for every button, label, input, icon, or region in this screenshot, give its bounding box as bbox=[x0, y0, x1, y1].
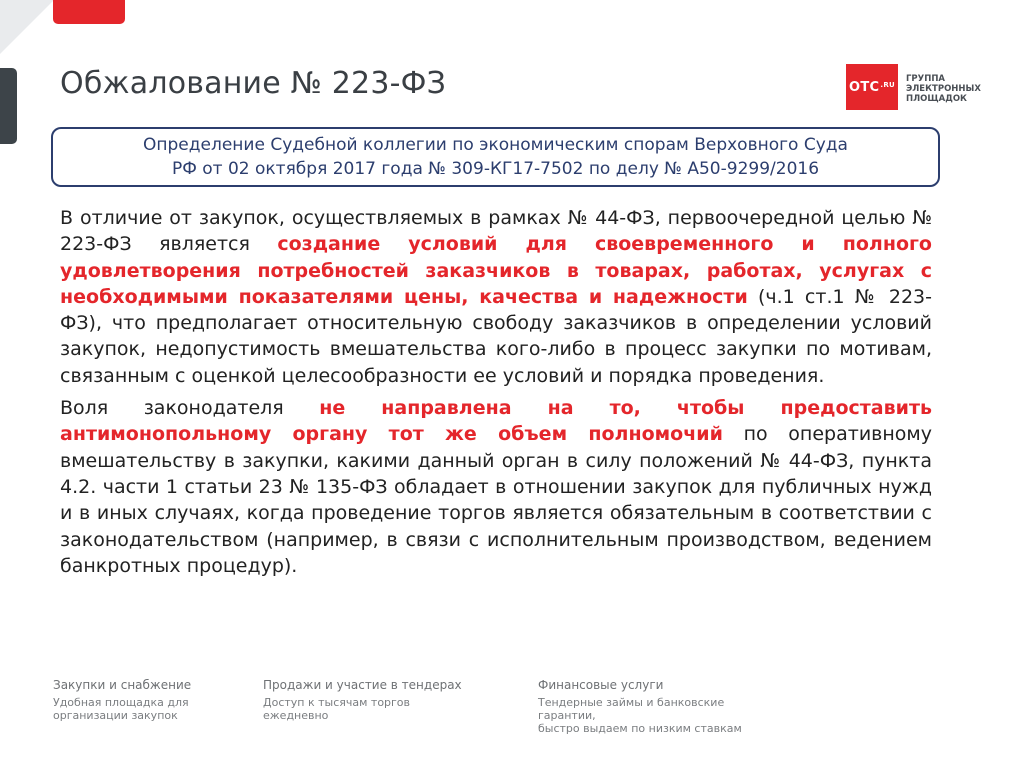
logo-line3: ПЛОЩАДОК bbox=[906, 94, 967, 104]
definition-line1: Определение Судебной коллегии по экономическим спорам Верховного Суда bbox=[143, 135, 848, 155]
definition-line2: РФ от 02 октября 2017 года № 309-КГ17-7502 по делу № А50-9299/2016 bbox=[171, 159, 820, 179]
paragraph-2-highlight: не направлена на то, чтобы предоставить антимонопольному органу тот же объем полномочий bbox=[60, 397, 932, 446]
paragraph-2 bbox=[60, 395, 932, 579]
logo-sub: .RU bbox=[880, 81, 895, 89]
logo-mark bbox=[846, 64, 898, 110]
page-title: Обжалование № 223-ФЗ bbox=[60, 66, 447, 101]
footer-col-finance bbox=[538, 678, 742, 735]
footer-desc: Доступ к тысячам торгов ежедневно bbox=[263, 696, 411, 722]
side-bar bbox=[0, 68, 17, 144]
footer-title: Продажи и участие в тендерах bbox=[263, 678, 462, 692]
footer-col-procurement bbox=[53, 678, 191, 722]
logo-line1: ГРУППА bbox=[906, 74, 946, 84]
footer-desc: Тендерные займы и банковские гарантии, быстро выдаем по низким ставкам bbox=[538, 696, 742, 735]
corner-accent bbox=[0, 0, 54, 54]
main-content bbox=[60, 205, 932, 585]
paragraph-1 bbox=[60, 205, 932, 389]
logo-line2: ЭЛЕКТРОННЫХ bbox=[906, 84, 981, 94]
logo-main: OTC bbox=[848, 79, 880, 95]
footer-title: Финансовые услуги bbox=[538, 678, 664, 692]
logo-caption bbox=[906, 74, 981, 104]
paragraph-2-text-end: по оперативному вмешательству в закупки, какими данный орган в силу положений № 44-ФЗ, пункта 4.2. части 1 статьи 23 № 135-ФЗ обладает в отношении закупок для публичных нужд и в иных случаях, когда проведение торгов является обязательным в соответствии с законодательством (например, в связи с исполнительным производством, ведением банкротных процедур). bbox=[60, 423, 932, 577]
footer-title: Закупки и снабжение bbox=[53, 678, 192, 692]
footer-col-sales bbox=[263, 678, 462, 722]
company-logo bbox=[846, 64, 981, 110]
paragraph-1-text-end: (ч.1 ст.1 № 223-ФЗ), что предполагает относительную свободу заказчиков в определении условий закупок, недопустимость вмешательства кого-либо в процесс закупки по мотивам, связанным с оценкой целесообразности ее условий и порядка проведения. bbox=[60, 285, 932, 387]
red-tab bbox=[53, 0, 125, 24]
paragraph-1-text: В отличие от закупок, осуществляемых в рамках № 44-ФЗ, первоочередной целью № 223-ФЗ является bbox=[60, 207, 932, 256]
footer-desc: Удобная площадка для организации закупок bbox=[53, 696, 189, 722]
definition-box bbox=[51, 127, 940, 187]
paragraph-2-text: Воля законодателя bbox=[60, 397, 320, 420]
paragraph-1-highlight: создание условий для своевременного и полного удовлетворения потребностей заказчиков в товарах, работах, услугах с необходимыми показателями цены, качества и надежности bbox=[60, 233, 932, 308]
